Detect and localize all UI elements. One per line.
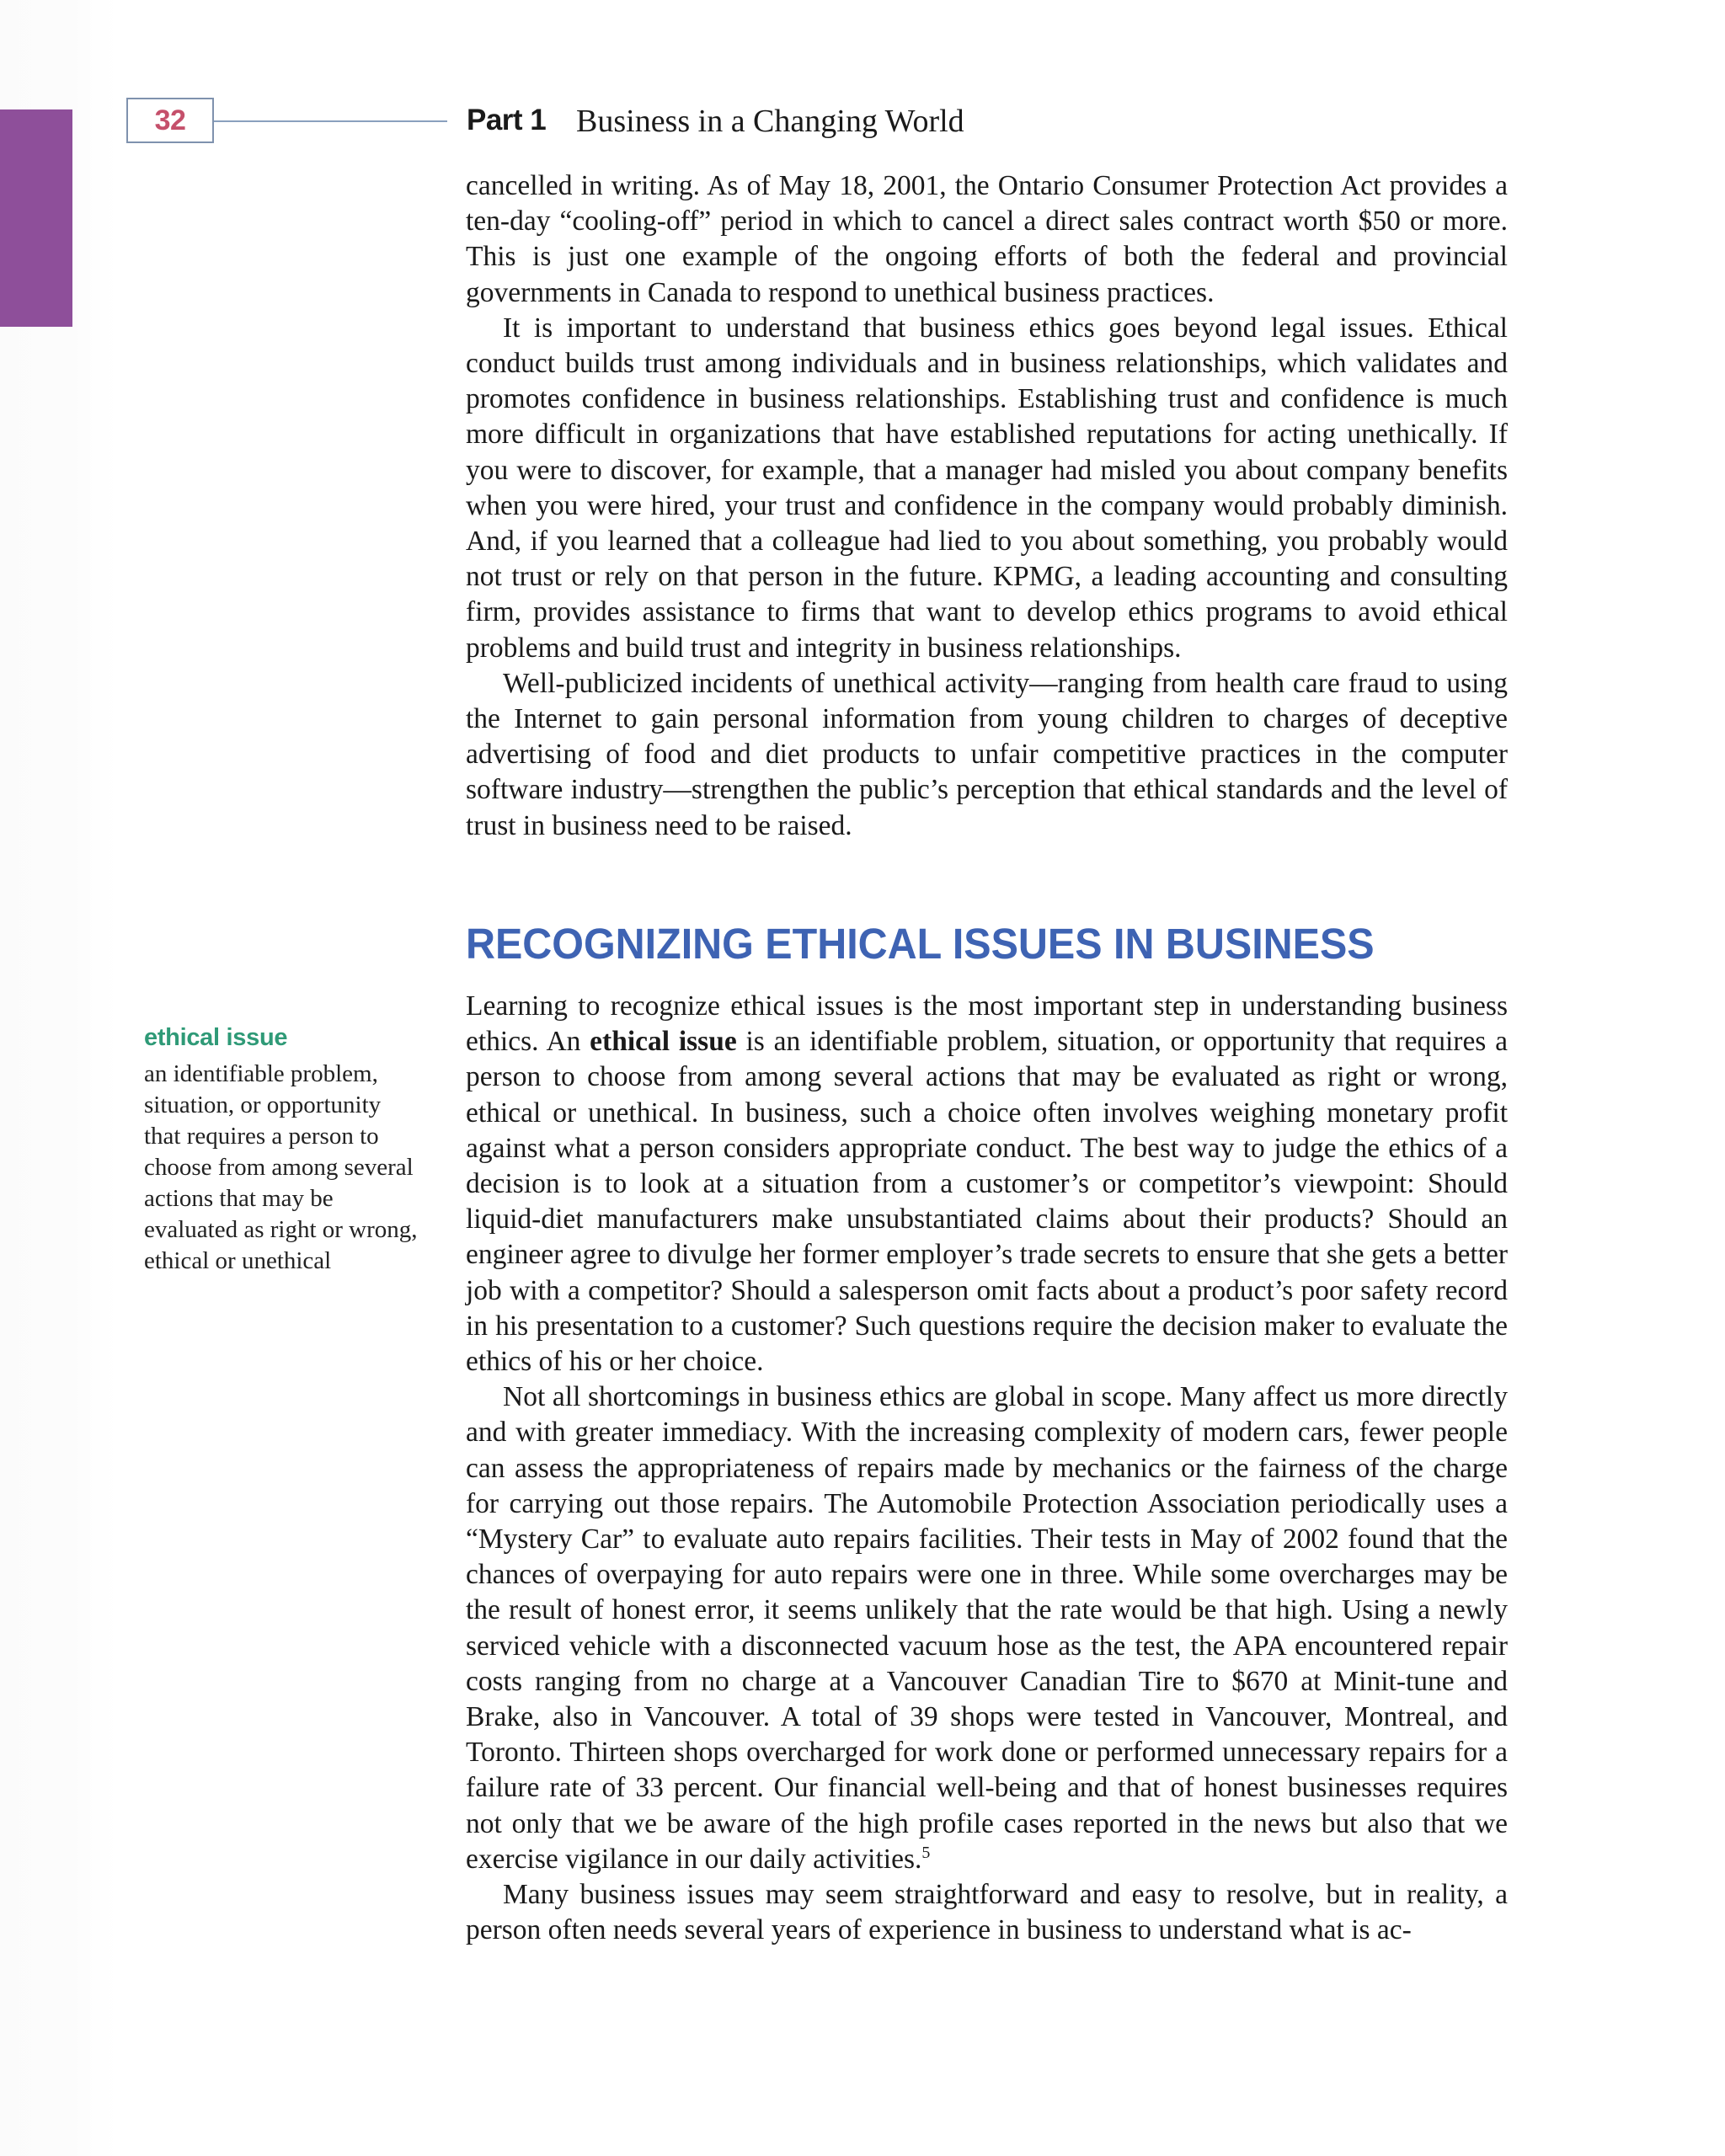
chapter-side-tab bbox=[0, 109, 72, 327]
paragraph-cooling-off: cancelled in writing. As of May 18, 2001, the Ontario Consumer Protection Act provides a ten-day “cooling-off” period in which to cancel a direct sales contract worth $50 or more. This is just one example of the ongoing efforts of both the federal and provincial governments in Canada to respond to unethical business practices. bbox=[466, 170, 1508, 308]
article-body bbox=[466, 168, 1508, 844]
auto-repairs-text: Not all shortcomings in business ethics are global in scope. Many affect us more directly and with greater immediacy. With the increasing complexity of modern cars, fewer people can assess the appropriateness of repairs made by mechanics or the fairness of the charge for carrying out those repairs. The Automobile Protection Association periodically uses a “Mystery Car” to evaluate auto repairs facilities. Their tests in May of 2002 found that the chances of overpaying for auto repairs were one in three. While some overcharges may be the result of honest error, it seems unlikely that the rate would be that high. Using a newly serviced vehicle with a disconnected vacuum hose as the test, the APA encountered repair costs ranging from no charge at a Vancouver Canadian Tire to $670 at Minit-tune and Brake, also in Vancouver. A total of 39 shops were tested in Vancouver, Montreal, and Toronto. Thirteen shops overcharged for work done or performed unnecessary repairs for a failure rate of 33 percent. Our financial well-being and that of honest businesses requires not only that we be aware of the high profile cases reported in the news but also that we exercise vigilance in our daily activities. bbox=[466, 1381, 1508, 1875]
intro-after-term: is an identifiable problem, situation, or opportunity that requires a person to choose from among several actions that may be evaluated as right or wrong, ethical or unethical. In business, such a choice often involves weighing monetary profit against what a person considers appropriate conduct. The best way to judge the ethics of a decision is to look at a situation from a customer’s or competitor’s viewpoint: Should liquid-diet manufacturers make unsubstantiated claims about their products? Should an engineer agree to divulge her former employer’s trade secrets to ensure that she gets a better job with a competitor? Should a salesperson omit facts about a product’s poor safety record in his presentation to a customer? Such questions require the decision maker to evaluate the ethics of his or her choice. bbox=[466, 1026, 1508, 1378]
page-number: 32 bbox=[126, 98, 214, 143]
running-header bbox=[126, 98, 1508, 148]
inline-key-term: ethical issue bbox=[590, 1026, 737, 1058]
paragraph-auto-repairs bbox=[466, 1380, 1508, 1877]
paragraph-unethical-activity: Well-publicized incidents of unethical activity—ranging from health care fraud to using the Internet to gain personal information from young children to charges of deceptive advertising of food and diet products to unfair competitive practices in the computer software industry—strengthen the public’s perception that ethical standards and the level of trust in business need to be raised. bbox=[466, 667, 1508, 841]
glossary-definition: an identifiable problem, situation, or opportunity that requires a person to choose from among several actions that may be evaluated as right or wrong, ethical or unethical bbox=[144, 1060, 418, 1274]
margin-glossary bbox=[144, 1022, 422, 1277]
part-title: Business in a Changing World bbox=[576, 104, 964, 139]
header-rule bbox=[214, 120, 447, 122]
paragraph-business-issues: Many business issues may seem straightforward and easy to resolve, but in reality, a person often needs several years of experience in business to understand what is ac- bbox=[466, 1879, 1508, 1946]
section-heading: RECOGNIZING ETHICAL ISSUES IN BUSINESS bbox=[466, 920, 1375, 968]
paragraph-business-trust: It is important to understand that business ethics goes beyond legal issues. Ethical conduct builds trust among individuals and in business relationships, which validates and promotes confidence in business relationships. Establishing trust and confidence is much more difficult in organizations that have established reputations for acting unethically. If you were to discover, for example, that a manager had misled you about company benefits when you were hired, your trust and confidence in the company would probably diminish. And, if you learned that a colleague had lied to you about something, you probably would not trust or rely on that person in the future. KPMG, a leading accounting and consulting firm, provides assistance to firms that want to develop ethics programs to avoid ethical problems and build trust and integrity in business relationships. bbox=[466, 312, 1508, 664]
footnote-reference: 5 bbox=[921, 1843, 931, 1862]
intro-before-term: Learning to recognize ethical issues is the most important step in understanding business ethics. An bbox=[466, 990, 1508, 1058]
glossary-term: ethical issue bbox=[144, 1024, 288, 1051]
paragraph-ethical-issue-intro bbox=[466, 989, 1508, 1380]
part-label: Part 1 bbox=[467, 104, 547, 136]
ethical-issues-section bbox=[466, 989, 1508, 1948]
